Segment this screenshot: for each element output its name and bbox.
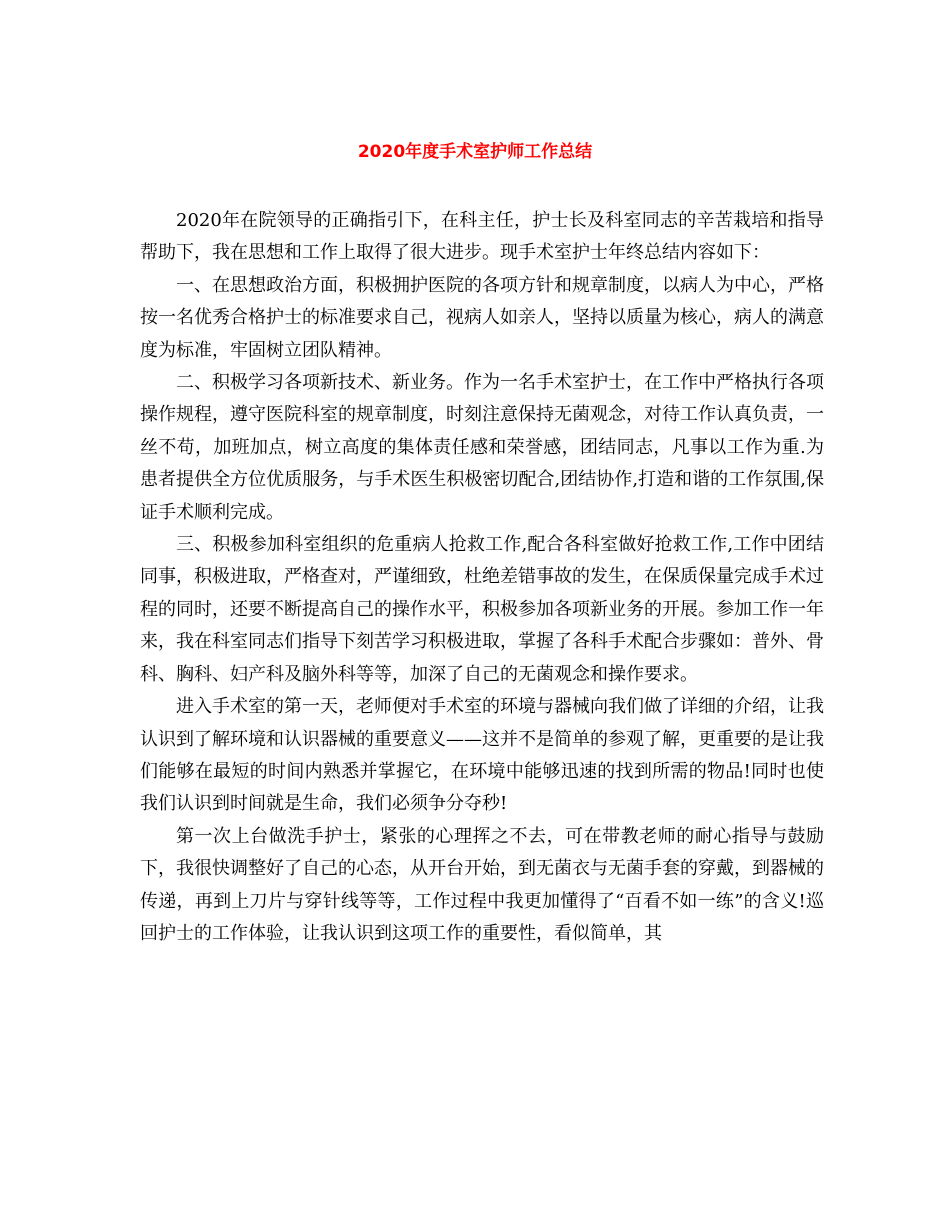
document-title: 2020年度手术室护师工作总结 <box>357 142 593 162</box>
paragraph-first-surgery: 第一次上台做洗手护士，紧张的心理挥之不去，可在带教老师的耐心指导与鼓励下，我很快调整好了自己的心态，从开台开始，到无菌衣与无菌手套的穿戴，到器械的传递，再到上刀片与穿针线等等，工作过程中我更加懂得了“百看不如一练”的含义!巡回护士的工作体验，让我认识到这项工作的重要性，看似简单，其 <box>140 825 824 944</box>
paragraph-learning: 二、积极学习各项新技术、新业务。作为一名手术室护士，在工作中严格执行各项操作规程，遵守医院科室的规章制度，时刻注意保持无菌观念，对待工作认真负责，一丝不苟，加班加点，树立高度的集体责任感和荣誉感，团结同志，凡事以工作为重.为患者提供全方位优质服务，与手术医生积极密切配合,团结协作,打造和谐的工作氛围,保证手术顺利完成。 <box>140 372 824 523</box>
document-body <box>140 205 824 950</box>
paragraph-rescue: 三、积极参加科室组织的危重病人抢救工作,配合各科室做好抢救工作,工作中团结同事，积极进取，严格查对，严谨细致，杜绝差错事故的发生，在保质保量完成手术过程的同时，还要不断提高自己的操作水平，积极参加各项新业务的开展。参加工作一年来，我在科室同志们指导下刻苦学习积极进取，掌握了各科手术配合步骤如：普外、骨科、胸科、妇产科及脑外科等等，加深了自己的无菌观念和操作要求。 <box>140 534 824 685</box>
paragraph-political: 一、在思想政治方面，积极拥护医院的各项方针和规章制度，以病人为中心，严格按一名优秀合格护士的标准要求自己，视病人如亲人，坚持以质量为核心，病人的满意度为标准，牢固树立团队精神。 <box>140 274 824 361</box>
paragraph-first-day: 进入手术室的第一天，老师便对手术室的环境与器械向我们做了详细的介绍，让我认识到了解环境和认识器械的重要意义——这并不是简单的参观了解，更重要的是让我们能够在最短的时间内熟悉并掌握它，在环境中能够迅速的找到所需的物品!同时也使我们认识到时间就是生命，我们必须争分夺秒! <box>140 696 824 815</box>
paragraph-intro: 2020年在院领导的正确指引下，在科主任，护士长及科室同志的辛苦栽培和指导帮助下，我在思想和工作上取得了很大进步。现手术室护士年终总结内容如下： <box>140 210 824 264</box>
